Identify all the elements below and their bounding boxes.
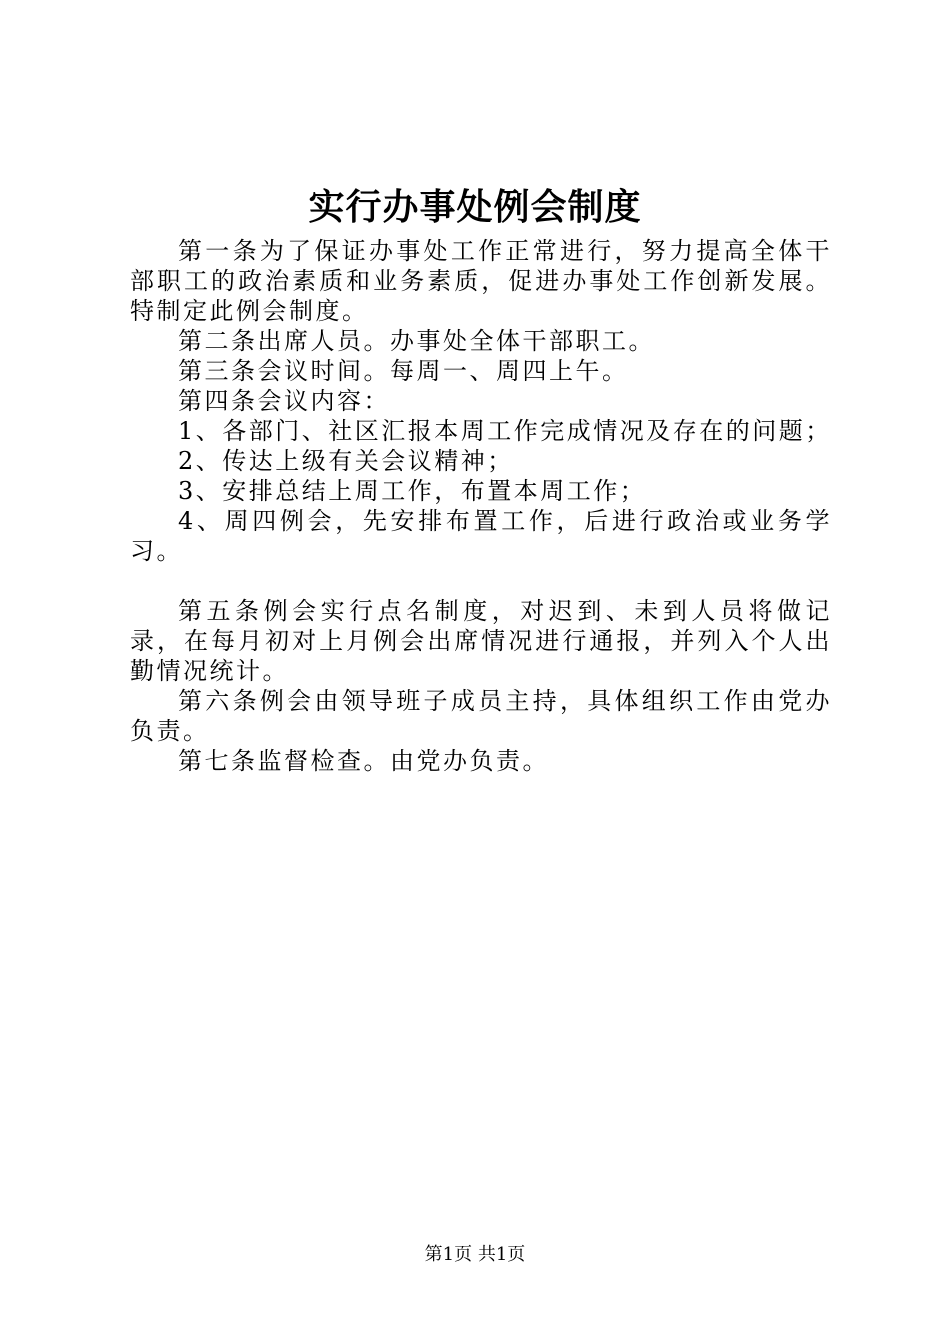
- article-5: 第五条例会实行点名制度，对迟到、未到人员将做记录，在每月初对上月例会出席情况进行通报，并列入个人出勤情况统计。: [130, 597, 832, 685]
- article-4: 第四条会议内容：: [178, 387, 390, 415]
- article-3: 第三条会议时间。每周一、周四上午。: [178, 357, 629, 385]
- document-body: [130, 236, 832, 776]
- page-number-footer: 第1页 共1页: [424, 1244, 526, 1265]
- article-1: 第一条为了保证办事处工作正常进行，努力提高全体干部职工的政治素质和业务素质，促进办事处工作创新发展。特制定此例会制度。: [130, 237, 832, 325]
- document-title: 实行办事处例会制度: [308, 186, 642, 228]
- article-6: 第六条例会由领导班子成员主持，具体组织工作由党办负责。: [130, 687, 832, 745]
- article-2: 第二条出席人员。办事处全体干部职工。: [178, 327, 655, 355]
- list-item-4: 4、周四例会，先安排布置工作，后进行政治或业务学习。: [130, 507, 832, 565]
- list-item-2: 2、传达上级有关会议精神；: [178, 447, 514, 475]
- list-item-1: 1、各部门、社区汇报本周工作完成情况及存在的问题；: [178, 417, 832, 445]
- list-item-3: 3、安排总结上周工作，布置本周工作；: [178, 477, 647, 505]
- article-7: 第七条监督检查。由党办负责。: [178, 747, 549, 775]
